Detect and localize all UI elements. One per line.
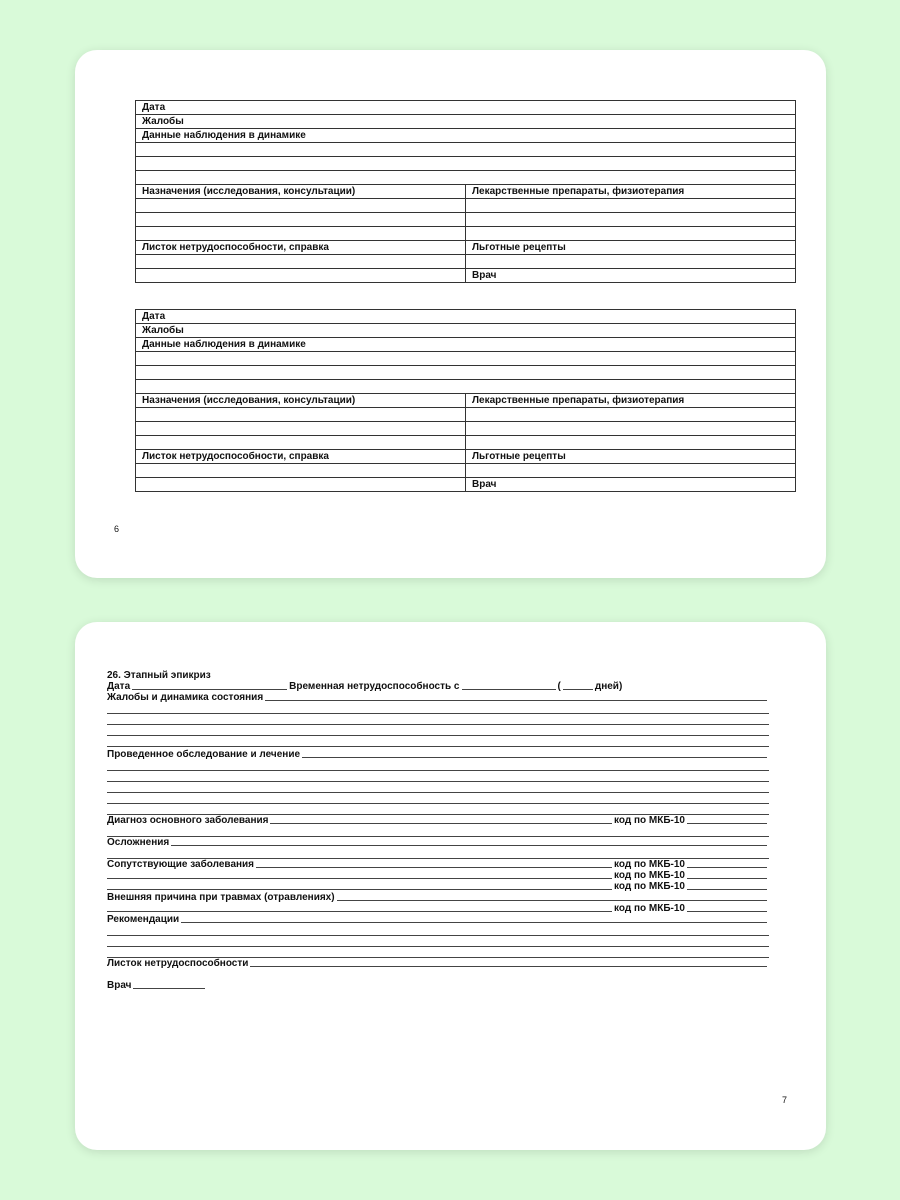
blank-cell[interactable] <box>466 255 796 269</box>
external-cause-field[interactable] <box>337 892 767 901</box>
complaints-row <box>107 692 769 703</box>
sick-leave-cell[interactable]: Листок нетрудоспособности, справка <box>136 241 466 255</box>
comorbid-field[interactable] <box>107 870 612 879</box>
medications-cell[interactable]: Лекарственные препараты, физиотерапия <box>466 394 796 408</box>
blank-cell[interactable] <box>136 408 466 422</box>
blank-cell[interactable] <box>136 269 466 283</box>
page-7 <box>75 622 826 1150</box>
comorbid-row-3 <box>107 881 769 892</box>
blank-line[interactable] <box>107 936 769 947</box>
icd-code-field[interactable] <box>687 815 767 824</box>
blank-row[interactable] <box>136 157 796 171</box>
examination-row <box>107 749 769 760</box>
complications-row <box>107 837 769 848</box>
preferential-prescriptions-cell[interactable]: Льготные рецепты <box>466 450 796 464</box>
blank-line[interactable] <box>107 782 769 793</box>
sick-leave-row <box>107 958 769 969</box>
blank-cell[interactable] <box>466 213 796 227</box>
comorbid-row <box>107 859 769 870</box>
blank-row[interactable] <box>136 143 796 157</box>
doctor-label: Врач <box>107 980 132 991</box>
blank-line[interactable] <box>107 804 769 815</box>
blank-line[interactable] <box>107 925 769 936</box>
main-diagnosis-label: Диагноз основного заболевания <box>107 815 269 826</box>
icd-code-field[interactable] <box>687 870 767 879</box>
sick-leave-cell[interactable]: Листок нетрудоспособности, справка <box>136 450 466 464</box>
days-open: ( <box>557 681 561 692</box>
blank-cell[interactable] <box>136 436 466 450</box>
doctor-cell[interactable]: Врач <box>466 269 796 283</box>
blank-cell[interactable] <box>136 464 466 478</box>
date-label: Дата <box>107 681 131 692</box>
appointments-cell[interactable]: Назначения (исследования, консультации) <box>136 394 466 408</box>
sick-leave-label: Листок нетрудоспособности <box>107 958 249 969</box>
blank-cell[interactable] <box>466 199 796 213</box>
icd-code-label: код по МКБ-10 <box>614 859 685 870</box>
days-field[interactable] <box>563 681 593 690</box>
observation-cell[interactable]: Данные наблюдения в динамике <box>136 338 796 352</box>
blank-line[interactable] <box>107 714 769 725</box>
doctor-row <box>107 980 769 991</box>
main-diagnosis-field[interactable] <box>270 815 612 824</box>
complaints-field[interactable] <box>265 692 767 701</box>
date-row <box>107 681 769 692</box>
blank-line[interactable] <box>107 947 769 958</box>
recommendations-row <box>107 914 769 925</box>
comorbid-field[interactable] <box>107 881 612 890</box>
date-cell[interactable]: Дата <box>136 310 796 324</box>
complaints-cell[interactable]: Жалобы <box>136 324 796 338</box>
blank-line[interactable] <box>107 760 769 771</box>
page-number: 7 <box>782 1095 788 1105</box>
page-number: 6 <box>114 524 120 534</box>
main-diagnosis-row <box>107 815 769 826</box>
blank-line[interactable] <box>107 703 769 714</box>
blank-row[interactable] <box>136 171 796 185</box>
complications-label: Осложнения <box>107 837 170 848</box>
icd-code-field[interactable] <box>687 859 767 868</box>
examination-label: Проведенное обследование и лечение <box>107 749 301 760</box>
icd-code-field[interactable] <box>687 881 767 890</box>
daily-record-table-2 <box>135 309 796 492</box>
external-cause-row <box>107 892 769 903</box>
icd-code-label: код по МКБ-10 <box>614 903 685 914</box>
temp-disability-label: Временная нетрудоспособность с <box>289 681 460 692</box>
complications-field[interactable] <box>171 837 767 846</box>
icd-code-label: код по МКБ-10 <box>614 815 685 826</box>
disability-start-field[interactable] <box>462 681 556 690</box>
blank-cell[interactable] <box>466 422 796 436</box>
blank-cell[interactable] <box>136 422 466 436</box>
blank-cell[interactable] <box>136 213 466 227</box>
blank-line[interactable] <box>107 793 769 804</box>
blank-line[interactable] <box>107 771 769 782</box>
page-6 <box>75 50 826 578</box>
appointments-cell[interactable]: Назначения (исследования, консультации) <box>136 185 466 199</box>
complaints-label: Жалобы и динамика состояния <box>107 692 264 703</box>
blank-cell[interactable] <box>466 436 796 450</box>
blank-line[interactable] <box>107 725 769 736</box>
blank-line[interactable] <box>107 826 769 837</box>
comorbid-label: Сопутствующие заболевания <box>107 859 255 870</box>
icd-code-label: код по МКБ-10 <box>614 881 685 892</box>
stage-epicrisis-form <box>107 670 769 991</box>
preferential-prescriptions-cell[interactable]: Льготные рецепты <box>466 241 796 255</box>
date-field[interactable] <box>132 681 287 690</box>
observation-cell[interactable]: Данные наблюдения в динамике <box>136 129 796 143</box>
recommendations-field[interactable] <box>181 914 767 923</box>
medications-cell[interactable]: Лекарственные препараты, физиотерапия <box>466 185 796 199</box>
blank-cell[interactable] <box>466 408 796 422</box>
external-cause-field[interactable] <box>107 903 612 912</box>
examination-field[interactable] <box>302 749 767 758</box>
complaints-cell[interactable]: Жалобы <box>136 115 796 129</box>
recommendations-label: Рекомендации <box>107 914 180 925</box>
blank-cell[interactable] <box>136 227 466 241</box>
days-label: дней) <box>594 681 623 692</box>
comorbid-field[interactable] <box>256 859 612 868</box>
blank-line[interactable] <box>107 848 769 859</box>
icd-code-field[interactable] <box>687 903 767 912</box>
doctor-signature-field[interactable] <box>133 980 205 989</box>
blank-cell[interactable] <box>136 255 466 269</box>
form-title: 26. Этапный эпикриз <box>107 670 211 681</box>
sick-leave-field[interactable] <box>250 958 767 967</box>
blank-row[interactable] <box>136 366 796 380</box>
external-cause-label: Внешняя причина при травмах (отравлениях) <box>107 892 335 903</box>
blank-line[interactable] <box>107 736 769 747</box>
blank-row[interactable] <box>136 352 796 366</box>
blank-row[interactable] <box>136 380 796 394</box>
blank-cell[interactable] <box>136 478 466 492</box>
blank-cell[interactable] <box>136 199 466 213</box>
doctor-cell[interactable]: Врач <box>466 478 796 492</box>
external-cause-row-2 <box>107 903 769 914</box>
blank-cell[interactable] <box>466 227 796 241</box>
date-cell[interactable]: Дата <box>136 101 796 115</box>
blank-cell[interactable] <box>466 464 796 478</box>
daily-record-table-1 <box>135 100 796 283</box>
icd-code-label: код по МКБ-10 <box>614 870 685 881</box>
comorbid-row-2 <box>107 870 769 881</box>
